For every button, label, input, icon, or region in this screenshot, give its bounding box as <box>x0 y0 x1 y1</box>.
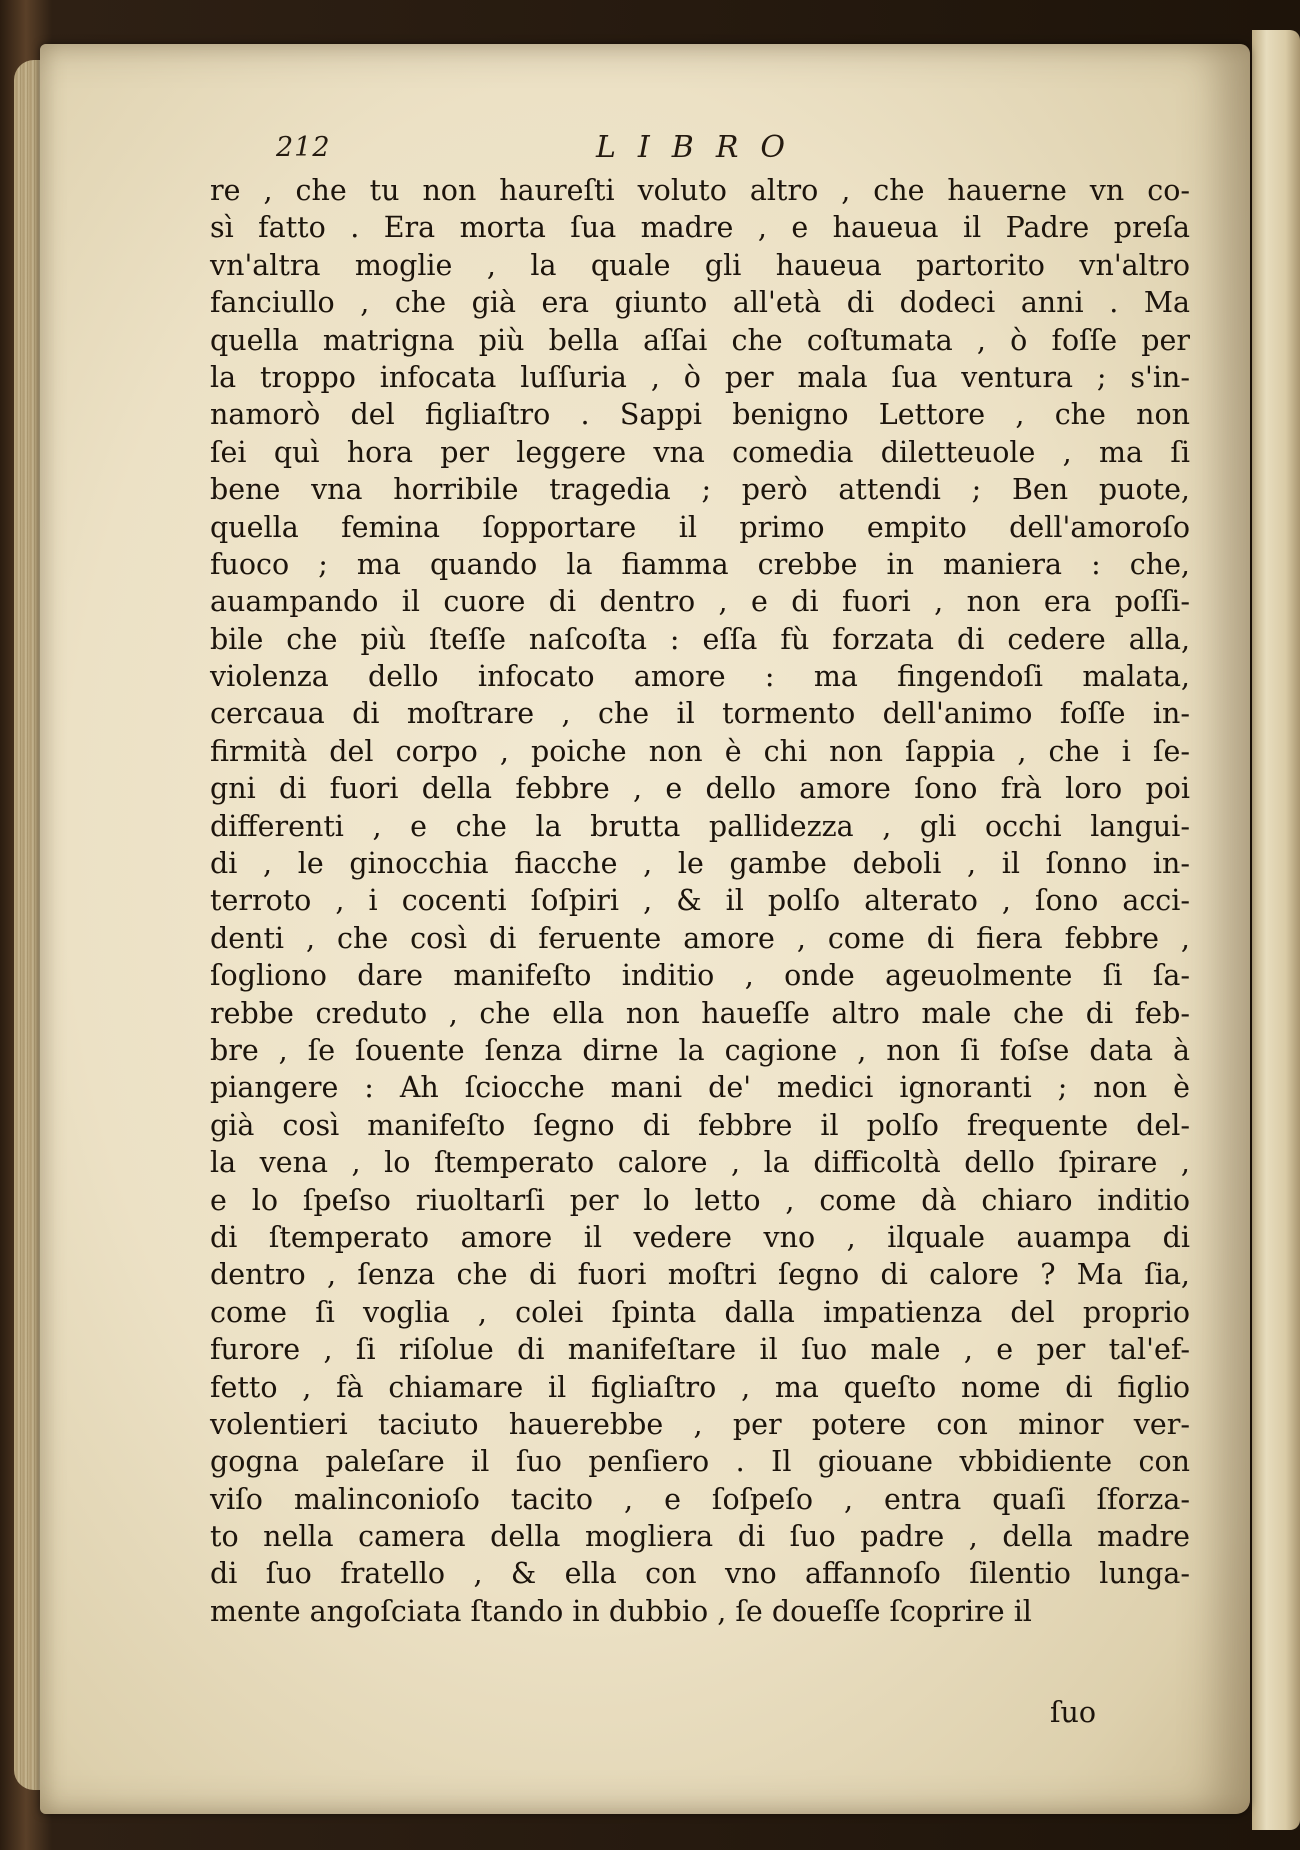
text-line: volentieri taciuto hauerebbe , per potere con minor ver- <box>210 1407 1190 1441</box>
text-line: ſogliono dare manifeſto inditio , onde ageuolmente ſi ſa- <box>210 959 1190 993</box>
page-number: 212 <box>276 132 331 163</box>
text-line: differenti , e che la brutta pallidezza , gli occhi langui- <box>210 809 1190 843</box>
text-line: bre , ſe ſouente ſenza dirne la cagione , non ſi foſse data à <box>210 1033 1190 1067</box>
text-line: mente angoſciata ſtando in dubbio , ſe doueſſe ſcoprire il <box>210 1594 1032 1628</box>
text-line: fuoco ; ma quando la fiamma crebbe in maniera : che, <box>210 547 1190 581</box>
text-line: quella matrigna più bella aſſai che coſtumata , ò foſſe per <box>210 323 1190 357</box>
text-line: ſei quì hora per leggere vna comedia diletteuole , ma ſi <box>210 435 1190 469</box>
catchword: ſuo <box>1050 1696 1097 1729</box>
text-line: fanciullo , che già era giunto all'età di dodeci anni . Ma <box>210 286 1190 320</box>
text-line: violenza dello infocato amore : ma fingendoſi malata, <box>210 660 1190 694</box>
text-line: denti , che così di feruente amore , come di fiera febbre , <box>210 921 1190 955</box>
text-line: quella femina ſopportare il primo empito dell'amoroſo <box>210 510 1190 544</box>
text-line: bene vna horribile tragedia ; però attendi ; Ben puote, <box>210 473 1190 507</box>
body-text <box>210 172 1190 1630</box>
text-line: di ſtemperato amore il vedere vno , ilquale auampa di <box>210 1220 1190 1254</box>
text-line: dentro , ſenza che di fuori moſtri ſegno di calore ? Ma ſia, <box>210 1258 1190 1292</box>
text-line: e lo ſpeſso riuoltarſi per lo letto , come dà chiaro inditio <box>210 1183 1190 1217</box>
text-line: di , le ginocchia fiacche , le gambe deboli , il ſonno in- <box>210 847 1190 881</box>
text-line: già così manifeſto ſegno di febbre il polſo frequente del- <box>210 1108 1190 1142</box>
text-line: bile che più ſteſſe naſcoſta : eſſa fù forzata di cedere alla, <box>210 622 1190 656</box>
text-line: re , che tu non haureſti voluto altro , che hauerne vn co- <box>210 174 1190 207</box>
text-line: namorò del figliaſtro . Sappi benigno Lettore , che non <box>210 398 1190 432</box>
text-line: rebbe creduto , che ella non haueſſe altro male che di feb- <box>210 996 1190 1030</box>
facing-page-edge <box>1252 30 1300 1830</box>
text-line: vn'altra moglie , la quale gli haueua partorito vn'altro <box>210 248 1190 282</box>
text-line: viſo malinconioſo tacito , e ſoſpeſo , entra quaſi ſforza- <box>210 1482 1190 1516</box>
text-line: sì fatto . Era morta ſua madre , e haueua il Padre preſa <box>210 211 1190 245</box>
text-line: fetto , fà chiamare il figliaſtro , ma queſto nome di figlio <box>210 1370 1190 1404</box>
text-line: cercaua di moſtrare , che il tormento dell'animo foſſe in- <box>210 697 1190 731</box>
text-line: la vena , lo ſtemperato calore , la difficoltà dello ſpirare , <box>210 1146 1190 1180</box>
text-line: terroto , i cocenti ſoſpiri , & il polſo alterato , ſono acci- <box>210 884 1190 918</box>
text-line: di ſuo fratello , & ella con vno affannoſo ſilentio lunga- <box>210 1557 1190 1591</box>
text-line: firmità del corpo , poiche non è chi non ſappia , che i ſe- <box>210 734 1190 768</box>
running-title: LIBRO <box>596 130 808 165</box>
text-line: auampando il cuore di dentro , e di fuori , non era poſſi- <box>210 585 1190 619</box>
text-line: to nella camera della mogliera di ſuo padre , della madre <box>210 1520 1190 1554</box>
text-line: la troppo infocata luſſuria , ò per mala ſua ventura ; s'in- <box>210 360 1190 394</box>
text-line: gogna paleſare il ſuo penſiero . Il giouane vbbidiente con <box>210 1445 1190 1479</box>
text-line: furore , ſi riſolue di manifeſtare il ſuo male , e per tal'ef- <box>210 1333 1190 1367</box>
text-line: piangere : Ah ſciocche mani de' medici ignoranti ; non è <box>210 1071 1190 1105</box>
text-line: come ſi voglia , colei ſpinta dalla impatienza del proprio <box>210 1295 1190 1329</box>
page-header <box>276 132 896 172</box>
book-page <box>40 44 1250 1814</box>
text-line: gni di fuori della febbre , e dello amore ſono frà loro poi <box>210 772 1190 806</box>
